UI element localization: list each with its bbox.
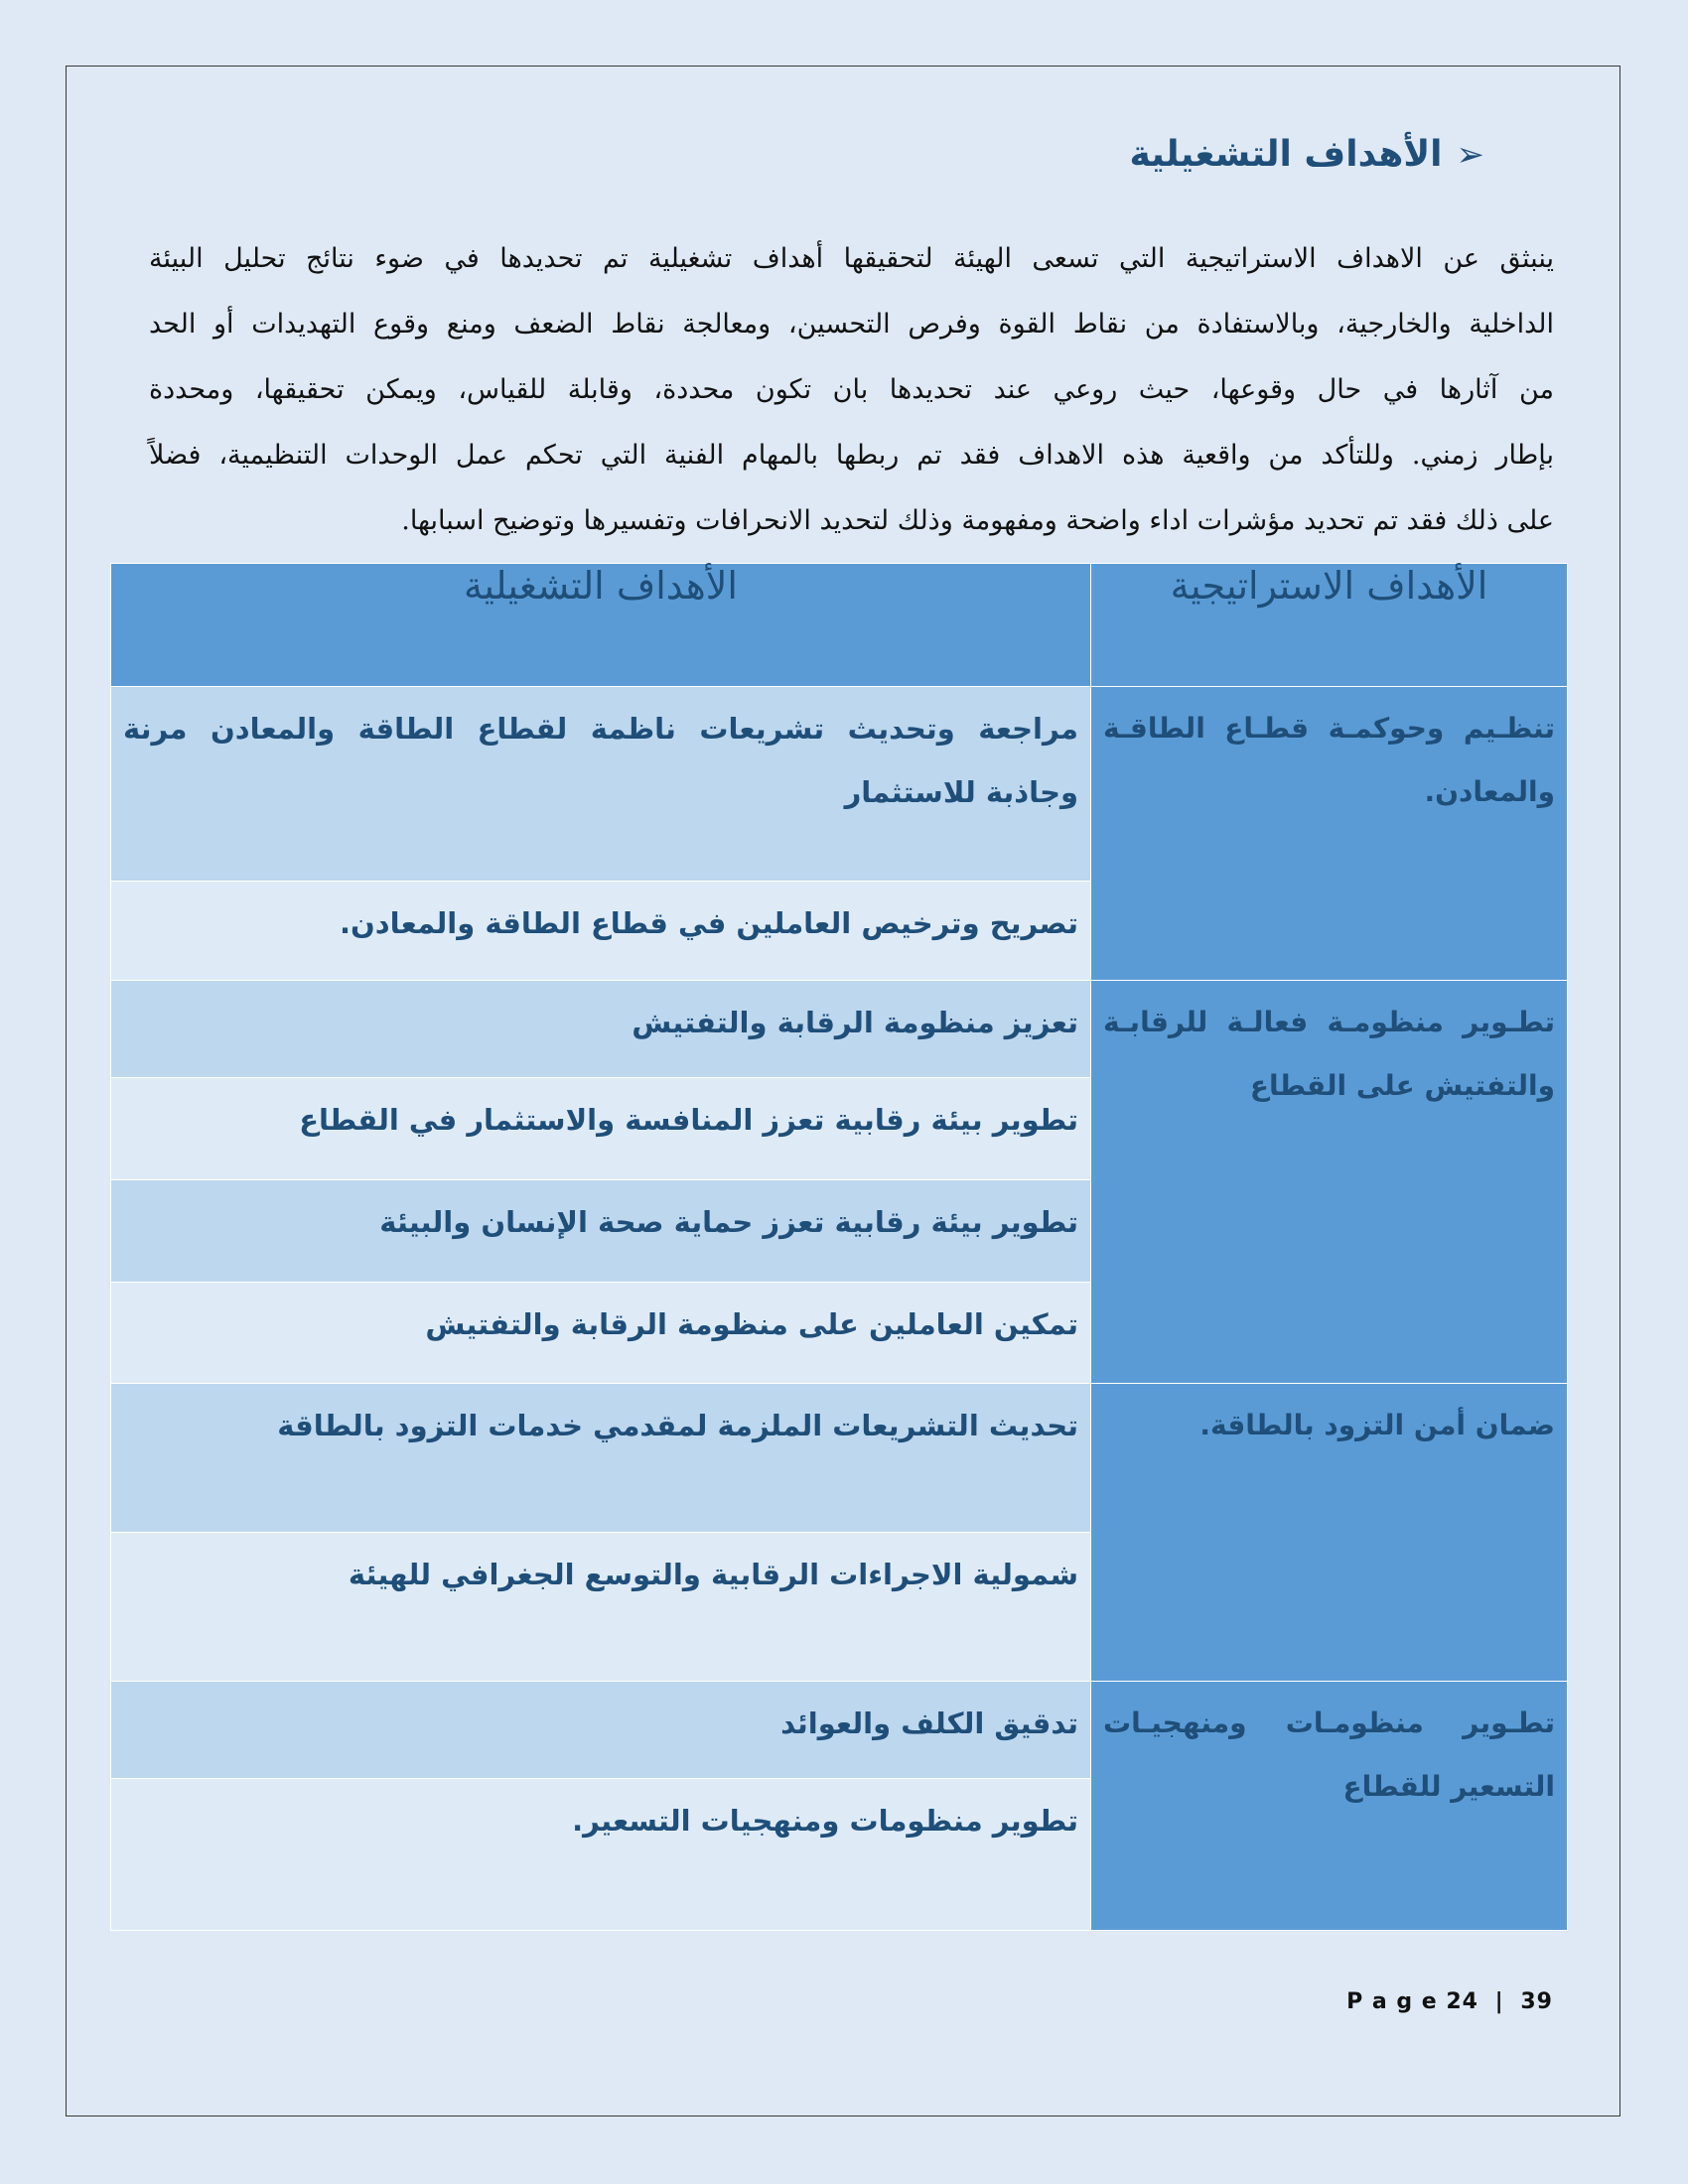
operational-goal-cell: تطوير بيئة رقابية تعزز المنافسة والاستثمار في القطاع (111, 1078, 1091, 1180)
table-row (111, 981, 1568, 1078)
intro-line: الداخلية والخارجية، وبالاستفادة من نقاط القوة وفرص التحسين، ومعالجة نقاط الضعف ومنع وقوع التهديدات أو الحد (149, 309, 1554, 340)
intro-line: ينبثق عن الاهداف الاستراتيجية التي تسعى الهيئة لتحقيقها أهداف تشغيلية تم تحديدها في ضوء نتائج تحليل البيئة (149, 243, 1554, 274)
operational-goal-cell: تحديث التشريعات الملزمة لمقدمي خدمات التزود بالطاقة (111, 1384, 1091, 1533)
page-label: P a g e (1346, 1989, 1438, 2014)
operational-goal-cell: تدقيق الكلف والعوائد (111, 1682, 1091, 1779)
operational-goal-cell: تمكين العاملين على منظومة الرقابة والتفتيش (111, 1283, 1091, 1384)
table-header-row (111, 564, 1568, 687)
table-row (111, 1384, 1568, 1533)
intro-line: من آثارها في حال وقوعها، حيث روعي عند تحديدها بان تكون محددة، وقابلة للقياس، ويمكن تحقيقها، ومحددة (149, 374, 1554, 405)
table-row (111, 1682, 1568, 1779)
intro-line: بإطار زمني. وللتأكد من واقعية هذه الاهداف فقد تم ربطها بالمهام الفنية التي تحكم عمل الوحدات التنظيمية، فضلاً (149, 440, 1554, 471)
page-footer (1346, 1989, 1553, 2014)
strategic-goal-cell: ضمان أمن التزود بالطاقة. (1091, 1384, 1568, 1682)
section-heading (1129, 134, 1484, 175)
operational-goal-cell: تصريح وترخيص العاملين في قطاع الطاقة والمعادن. (111, 882, 1091, 981)
operational-goal-cell: مراجعة وتحديث تشريعات ناظمة لقطاع الطاقة والمعادن مرنة وجاذبة للاستثمار (111, 687, 1091, 882)
operational-goal-cell: شمولية الاجراءات الرقابية والتوسع الجغرافي للهيئة (111, 1533, 1091, 1682)
page-separator: | (1494, 1989, 1504, 2014)
operational-goal-cell: تطوير منظومات ومنهجيات التسعير. (111, 1779, 1091, 1931)
strategic-goal-cell: تطـوير منظومـات ومنهجيـات التسعير للقطاع (1091, 1682, 1568, 1931)
arrow-bullet-icon: ➢ (1456, 134, 1484, 175)
section-title: الأهداف التشغيلية (1129, 134, 1443, 175)
strategic-goal-cell: تنظـيم وحوكمـة قطـاع الطاقـة والمعادن. (1091, 687, 1568, 981)
page-number: 24 (1446, 1989, 1478, 2014)
total-pages: 39 (1520, 1989, 1553, 2014)
operational-goal-cell: تعزيز منظومة الرقابة والتفتيش (111, 981, 1091, 1078)
table-row (111, 687, 1568, 882)
intro-paragraph (149, 226, 1554, 554)
header-strategic-goals: الأهداف الاستراتيجية (1091, 564, 1568, 687)
operational-goal-cell: تطوير بيئة رقابية تعزز حماية صحة الإنسان والبيئة (111, 1180, 1091, 1283)
goals-table (110, 563, 1568, 1931)
strategic-goal-cell: تطـوير منظومـة فعالـة للرقابـة والتفتيش على القطاع (1091, 981, 1568, 1384)
intro-line: على ذلك فقد تم تحديد مؤشرات اداء واضحة ومفهومة وذلك لتحديد الانحرافات وتفسيرها وتوضيح اسبابها. (401, 505, 1554, 536)
header-operational-goals: الأهداف التشغيلية (111, 564, 1091, 687)
